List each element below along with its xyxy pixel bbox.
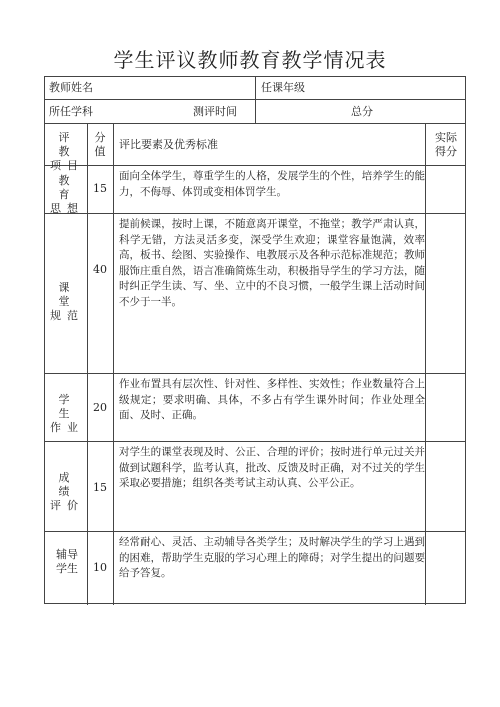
row-item-label: 教 育 思想 [50,174,84,215]
row-divider [45,373,465,374]
eval-time-label: 测评时间 [193,105,237,118]
header-score: 分 值 [94,131,106,158]
row-divider [45,441,465,442]
row-criteria: 面向全体学生，尊重学生的人格，发展学生的个性，培养学生的能力，不侮辱、体罚或变相体罚学生。 [119,170,425,198]
row-score: 15 [93,481,107,494]
header-actual-score: 实际 得分 [435,131,457,158]
row-score: 20 [93,401,107,414]
row-item-label: 辅导 学生 [56,548,78,575]
row-item-label: 成 绩 评价 [50,471,84,512]
row-divider [45,123,465,124]
header-criteria: 评比要素及优秀标准 [119,138,218,151]
page-title: 学生评议教师教育教学情况表 [113,48,387,72]
row-score: 40 [93,263,107,276]
header-item: 评 教 项目 [50,131,84,172]
column-divider [425,123,426,605]
column-divider [255,77,256,99]
column-divider [113,123,114,605]
row-criteria: 对学生的课堂表现及时、公正、合理的评价；按时进行单元过关并做到试题科学，监考认真，批改、反馈及时正确，对不过关的学生采取必要措施；组织各类考试主动认真、公平公正。 [119,446,425,490]
row-divider [45,165,465,166]
row-criteria: 作业布置具有层次性、针对性、多样性、实效性；作业数量符合上级规定；要求明确、具体，不多占有学生课外时间；作业处理全面、及时、正确。 [119,378,425,422]
subject-label: 所任学科 [49,105,93,118]
evaluation-form-table [44,76,466,604]
row-criteria: 经常耐心、灵活、主动辅导各类学生；及时解决学生的学习上遇到的困难，帮助学生克服的学习心理上的障碍；对学生提出的问题要给予答复。 [119,536,425,580]
row-criteria: 提前候课，按时上课，不随意离开课堂，不拖堂；教学严肃认真，科学无错，方法灵活多变，深受学生欢迎；课堂容量饱满，效率高，板书、绘图、实验操作、电教展示及各种示范标准规范；教师服饰庄重自然，语言准确简炼生动，积极指导学生的学习方法，随时纠正学生读、写、坐、立中的不良习惯，一般学生课上活动时间不少于一半。 [119,218,425,308]
row-score: 10 [93,561,107,574]
row-score: 15 [93,182,107,195]
row-item-label: 学 生 作业 [50,393,84,434]
teacher-name-label: 教师姓名 [49,81,93,94]
column-divider [255,99,256,123]
row-divider [45,213,465,214]
grade-label: 任课年级 [261,81,305,94]
total-score-label: 总分 [351,105,373,118]
row-divider [45,531,465,532]
row-item-label: 课 堂 规范 [50,281,84,322]
